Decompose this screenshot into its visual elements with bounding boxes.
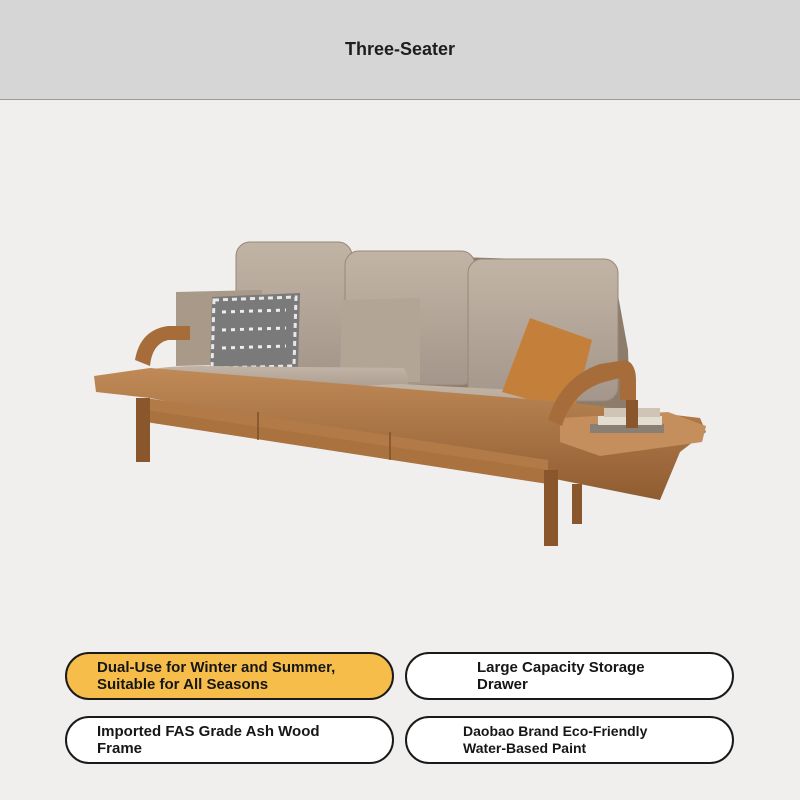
sofa-illustration xyxy=(0,100,800,640)
feature-label: Large Capacity Storage Drawer xyxy=(477,659,645,693)
feature-pill-eco-paint[interactable] xyxy=(405,716,734,764)
feature-label: Daobao Brand Eco-Friendly Water-Based Paint xyxy=(463,723,648,756)
header-bar xyxy=(0,0,800,100)
product-image xyxy=(0,100,800,640)
feature-pill-all-seasons[interactable] xyxy=(65,652,394,700)
feature-pill-ash-wood-frame[interactable] xyxy=(65,716,394,764)
feature-label: Imported FAS Grade Ash Wood Frame xyxy=(97,723,320,757)
feature-pill-storage-drawer[interactable] xyxy=(405,652,734,700)
feature-label: Dual-Use for Winter and Summer, Suitable for All Seasons xyxy=(97,659,336,693)
page-title: Three-Seater xyxy=(344,39,456,59)
